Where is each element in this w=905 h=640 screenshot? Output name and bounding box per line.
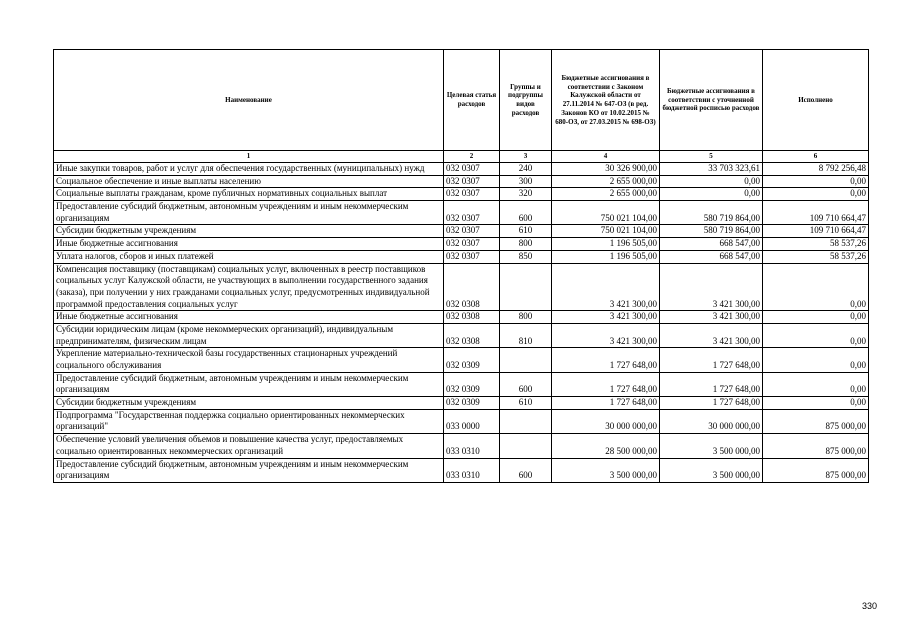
law-allocation-cell: 3 421 300,00 <box>552 323 660 347</box>
target-article-cell: 032 0308 <box>444 311 500 324</box>
row-name-cell: Предоставление субсидий бюджетным, автономным учреждениям и иным некоммерческим организациям <box>54 201 444 225</box>
executed-cell: 109 710 664,47 <box>763 225 869 238</box>
table-row <box>54 225 869 238</box>
executed-cell: 0,00 <box>763 175 869 188</box>
column-number: 3 <box>500 151 552 163</box>
row-name-cell: Социальное обеспечение и иные выплаты населению <box>54 175 444 188</box>
target-article-cell: 033 0000 <box>444 409 500 433</box>
law-allocation-cell: 3 421 300,00 <box>552 263 660 311</box>
target-article-cell: 032 0308 <box>444 263 500 311</box>
page-number: 330 <box>862 601 878 611</box>
executed-cell: 0,00 <box>763 188 869 201</box>
target-article-cell: 032 0307 <box>444 201 500 225</box>
refined-allocation-cell: 33 703 323,61 <box>660 163 763 176</box>
header-law-allocations: Бюджетные ассигнования в соответствии с Законом Калужской области от 27.11.2014 № 647-ОЗ (в ред. Законов КО от 10.02.2015 № 680-ОЗ, от 27.03.2015 № 698-ОЗ) <box>552 50 660 151</box>
row-name-cell: Субсидии юридическим лицам (кроме некоммерческих организаций), индивидуальным предпринимателям, физическим лицам <box>54 323 444 347</box>
expense-group-cell: 800 <box>500 238 552 251</box>
column-number: 6 <box>763 151 869 163</box>
expense-group-cell: 600 <box>500 372 552 396</box>
expense-group-cell <box>500 434 552 458</box>
target-article-cell: 033 0310 <box>444 434 500 458</box>
expense-group-cell: 810 <box>500 323 552 347</box>
row-name-cell: Предоставление субсидий бюджетным, автономным учреждениям и иным некоммерческим организациям <box>54 458 444 482</box>
executed-cell: 875 000,00 <box>763 409 869 433</box>
executed-cell: 0,00 <box>763 372 869 396</box>
budget-table <box>53 49 869 483</box>
law-allocation-cell: 1 196 505,00 <box>552 250 660 263</box>
target-article-cell: 032 0307 <box>444 188 500 201</box>
target-article-cell: 032 0307 <box>444 225 500 238</box>
table-row <box>54 458 869 482</box>
executed-cell: 0,00 <box>763 311 869 324</box>
refined-allocation-cell: 30 000 000,00 <box>660 409 763 433</box>
header-refined-allocations: Бюджетные ассигнования в соответствии с уточненной бюджетной росписью расходов <box>660 50 763 151</box>
law-allocation-cell: 2 655 000,00 <box>552 188 660 201</box>
column-number: 2 <box>444 151 500 163</box>
row-name-cell: Иные бюджетные ассигнования <box>54 238 444 251</box>
row-name-cell: Иные бюджетные ассигнования <box>54 311 444 324</box>
executed-cell: 109 710 664,47 <box>763 201 869 225</box>
executed-cell: 875 000,00 <box>763 434 869 458</box>
refined-allocation-cell: 3 500 000,00 <box>660 434 763 458</box>
row-name-cell: Социальные выплаты гражданам, кроме публичных нормативных социальных выплат <box>54 188 444 201</box>
law-allocation-cell: 28 500 000,00 <box>552 434 660 458</box>
refined-allocation-cell: 0,00 <box>660 188 763 201</box>
expense-group-cell <box>500 409 552 433</box>
table-row <box>54 397 869 410</box>
target-article-cell: 032 0309 <box>444 397 500 410</box>
target-article-cell: 032 0309 <box>444 348 500 372</box>
table-header-row <box>54 50 869 151</box>
expense-group-cell: 320 <box>500 188 552 201</box>
row-name-cell: Укрепление материально-технической базы государственных стационарных учреждений социального обслуживания <box>54 348 444 372</box>
refined-allocation-cell: 1 727 648,00 <box>660 372 763 396</box>
law-allocation-cell: 1 727 648,00 <box>552 397 660 410</box>
refined-allocation-cell: 3 421 300,00 <box>660 311 763 324</box>
row-name-cell: Подпрограмма "Государственная поддержка социально ориентированных некоммерческих организаций" <box>54 409 444 433</box>
refined-allocation-cell: 580 719 864,00 <box>660 225 763 238</box>
header-expense-groups: Группы и подгруппы видов расходов <box>500 50 552 151</box>
target-article-cell: 032 0307 <box>444 163 500 176</box>
table-row <box>54 372 869 396</box>
executed-cell: 58 537,26 <box>763 238 869 251</box>
refined-allocation-cell: 1 727 648,00 <box>660 397 763 410</box>
table-row <box>54 201 869 225</box>
row-name-cell: Уплата налогов, сборов и иных платежей <box>54 250 444 263</box>
row-name-cell: Субсидии бюджетным учреждениям <box>54 397 444 410</box>
table-body <box>54 163 869 483</box>
row-name-cell: Субсидии бюджетным учреждениям <box>54 225 444 238</box>
refined-allocation-cell: 3 421 300,00 <box>660 323 763 347</box>
executed-cell: 8 792 256,48 <box>763 163 869 176</box>
law-allocation-cell: 2 655 000,00 <box>552 175 660 188</box>
target-article-cell: 032 0308 <box>444 323 500 347</box>
table-row <box>54 409 869 433</box>
target-article-cell: 032 0309 <box>444 372 500 396</box>
row-name-cell: Иные закупки товаров, работ и услуг для обеспечения государственных (муниципальных) нужд <box>54 163 444 176</box>
expense-group-cell: 610 <box>500 225 552 238</box>
law-allocation-cell: 3 421 300,00 <box>552 311 660 324</box>
table-row <box>54 188 869 201</box>
table-row <box>54 323 869 347</box>
law-allocation-cell: 30 326 900,00 <box>552 163 660 176</box>
expense-group-cell <box>500 263 552 311</box>
expense-group-cell: 300 <box>500 175 552 188</box>
refined-allocation-cell: 1 727 648,00 <box>660 348 763 372</box>
law-allocation-cell: 30 000 000,00 <box>552 409 660 433</box>
executed-cell: 875 000,00 <box>763 458 869 482</box>
law-allocation-cell: 750 021 104,00 <box>552 201 660 225</box>
executed-cell: 58 537,26 <box>763 250 869 263</box>
law-allocation-cell: 750 021 104,00 <box>552 225 660 238</box>
law-allocation-cell: 1 727 648,00 <box>552 372 660 396</box>
refined-allocation-cell: 3 421 300,00 <box>660 263 763 311</box>
table-row <box>54 250 869 263</box>
target-article-cell: 033 0310 <box>444 458 500 482</box>
column-number: 5 <box>660 151 763 163</box>
refined-allocation-cell: 668 547,00 <box>660 238 763 251</box>
table-row <box>54 348 869 372</box>
target-article-cell: 032 0307 <box>444 250 500 263</box>
row-name-cell: Обеспечение условий увеличения объемов и повышение качества услуг, предоставляемых социально ориентированных некоммерческих организаций <box>54 434 444 458</box>
row-name-cell: Предоставление субсидий бюджетным, автономным учреждениям и иным некоммерческим организациям <box>54 372 444 396</box>
expense-group-cell: 800 <box>500 311 552 324</box>
refined-allocation-cell: 668 547,00 <box>660 250 763 263</box>
executed-cell: 0,00 <box>763 397 869 410</box>
table-row <box>54 175 869 188</box>
table-row <box>54 311 869 324</box>
header-target-article: Целевая статья расходов <box>444 50 500 151</box>
law-allocation-cell: 1 196 505,00 <box>552 238 660 251</box>
refined-allocation-cell: 3 500 000,00 <box>660 458 763 482</box>
column-number: 4 <box>552 151 660 163</box>
target-article-cell: 032 0307 <box>444 175 500 188</box>
column-number: 1 <box>54 151 444 163</box>
expense-group-cell: 600 <box>500 201 552 225</box>
expense-group-cell: 240 <box>500 163 552 176</box>
header-executed: Исполнено <box>763 50 869 151</box>
table-row <box>54 434 869 458</box>
column-number-row <box>54 151 869 163</box>
row-name-cell: Компенсация поставщику (поставщикам) социальных услуг, включенных в реестр поставщиков социальных услуг Калужской области, не участвующих в выполнении государственного задания (заказа), при получении у них гражданами социальных услуг, предусмотренных индивидуальной программой предоставления социальных услуг <box>54 263 444 311</box>
executed-cell: 0,00 <box>763 263 869 311</box>
expense-group-cell: 610 <box>500 397 552 410</box>
table-row <box>54 163 869 176</box>
executed-cell: 0,00 <box>763 348 869 372</box>
law-allocation-cell: 1 727 648,00 <box>552 348 660 372</box>
law-allocation-cell: 3 500 000,00 <box>552 458 660 482</box>
table-row <box>54 263 869 311</box>
refined-allocation-cell: 0,00 <box>660 175 763 188</box>
expense-group-cell: 600 <box>500 458 552 482</box>
header-name: Наименование <box>54 50 444 151</box>
target-article-cell: 032 0307 <box>444 238 500 251</box>
expense-group-cell: 850 <box>500 250 552 263</box>
expense-group-cell <box>500 348 552 372</box>
refined-allocation-cell: 580 719 864,00 <box>660 201 763 225</box>
table-row <box>54 238 869 251</box>
executed-cell: 0,00 <box>763 323 869 347</box>
